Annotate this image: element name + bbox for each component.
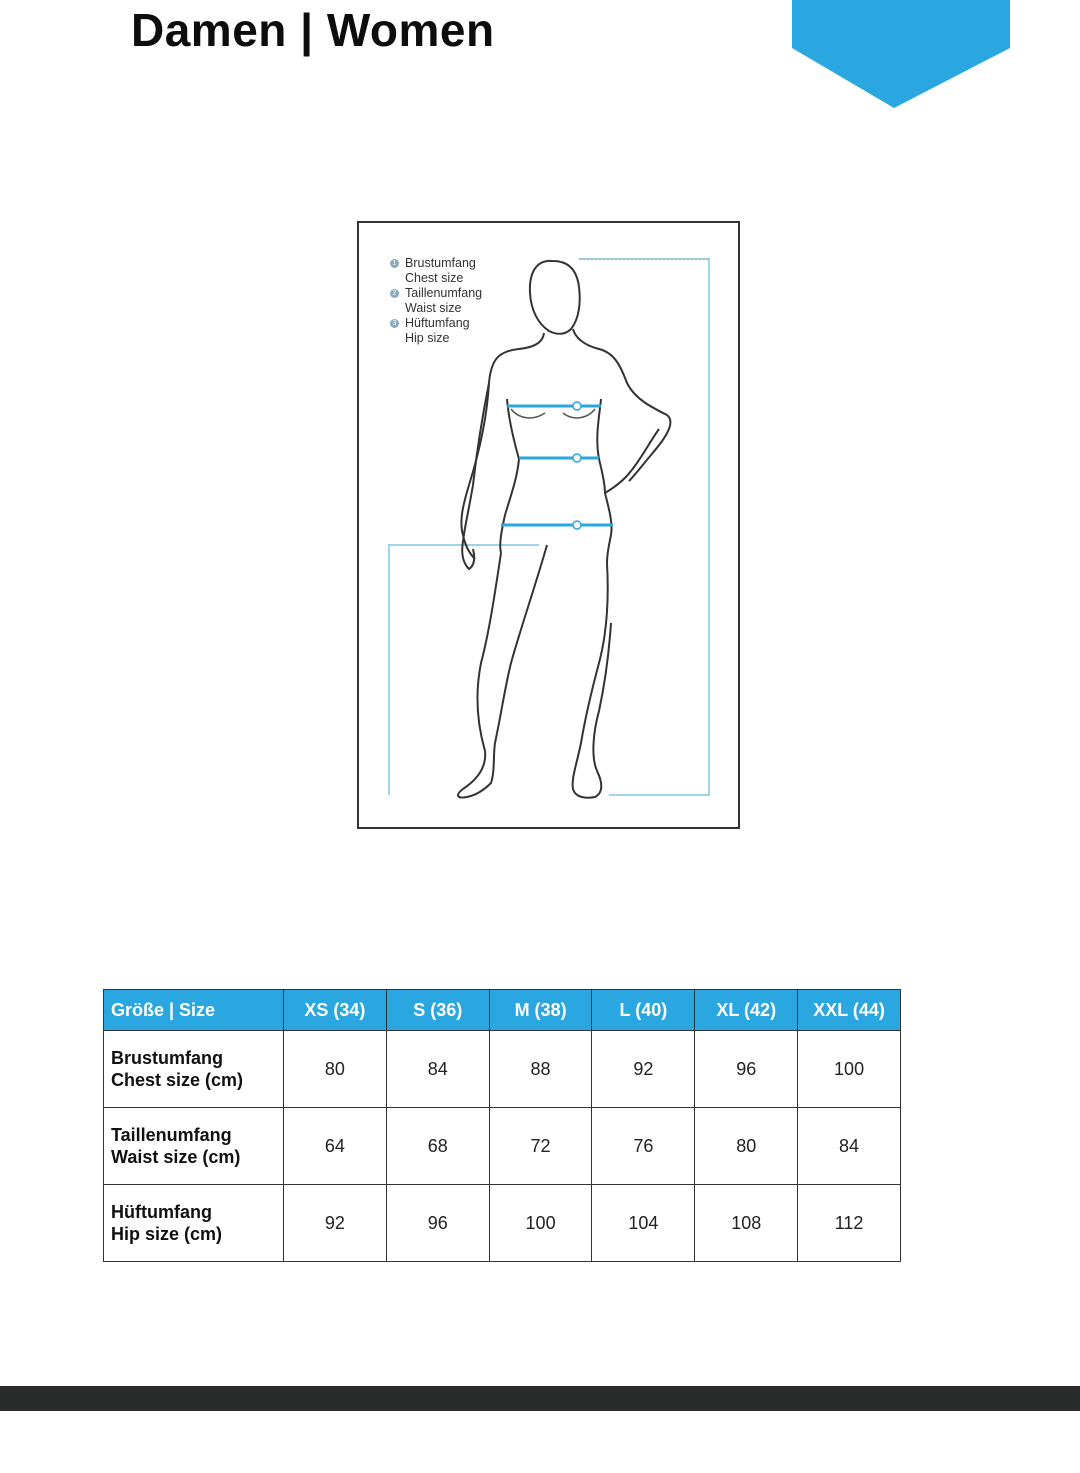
header-size-label: Größe | Size bbox=[104, 990, 284, 1031]
row-label bbox=[104, 1031, 284, 1108]
legend-label-de: Taillenumfang bbox=[405, 286, 483, 300]
header-size-xs: XS (34) bbox=[284, 990, 387, 1031]
table-row-hip bbox=[104, 1185, 901, 1262]
header-size-s: S (36) bbox=[386, 990, 489, 1031]
legend-label-en: Waist size bbox=[405, 301, 462, 315]
header-size-l: L (40) bbox=[592, 990, 695, 1031]
table-cell: 96 bbox=[695, 1031, 798, 1108]
legend-label-en: Hip size bbox=[405, 331, 450, 345]
row-label-de: Hüftumfang bbox=[111, 1202, 212, 1222]
header-size-xxl: XXL (44) bbox=[798, 990, 901, 1031]
table-cell: 108 bbox=[695, 1185, 798, 1262]
legend-item-hip bbox=[390, 316, 482, 346]
table-cell: 84 bbox=[386, 1031, 489, 1108]
table-row-chest bbox=[104, 1031, 901, 1108]
bottom-bar bbox=[0, 1386, 1080, 1411]
table-cell: 104 bbox=[592, 1185, 695, 1262]
table-cell: 100 bbox=[489, 1185, 592, 1262]
row-label-en: Waist size (cm) bbox=[111, 1147, 241, 1167]
legend-number: 3 bbox=[390, 319, 399, 328]
header-size-m: M (38) bbox=[489, 990, 592, 1031]
table-cell: 80 bbox=[695, 1108, 798, 1185]
legend-label-de: Brustumfang bbox=[405, 256, 476, 270]
table-cell: 92 bbox=[284, 1185, 387, 1262]
table-cell: 64 bbox=[284, 1108, 387, 1185]
table-cell: 100 bbox=[798, 1031, 901, 1108]
table-cell: 88 bbox=[489, 1031, 592, 1108]
table-cell: 68 bbox=[386, 1108, 489, 1185]
table-cell: 80 bbox=[284, 1031, 387, 1108]
table-header-row bbox=[104, 990, 901, 1031]
row-label-de: Taillenumfang bbox=[111, 1125, 232, 1145]
legend-label-de: Hüftumfang bbox=[405, 316, 470, 330]
table-cell: 112 bbox=[798, 1185, 901, 1262]
row-label-en: Chest size (cm) bbox=[111, 1070, 244, 1090]
table-cell: 84 bbox=[798, 1108, 901, 1185]
legend-number: 2 bbox=[390, 289, 399, 298]
corner-badge bbox=[792, 0, 1010, 110]
table-row-waist bbox=[104, 1108, 901, 1185]
table-cell: 96 bbox=[386, 1185, 489, 1262]
row-label-de: Brustumfang bbox=[111, 1048, 223, 1068]
size-table bbox=[103, 989, 901, 1262]
table-cell: 76 bbox=[592, 1108, 695, 1185]
legend-item-chest bbox=[390, 256, 482, 286]
legend-item-waist bbox=[390, 286, 482, 316]
row-label bbox=[104, 1108, 284, 1185]
page-title: Damen | Women bbox=[131, 4, 495, 56]
header-size-xl: XL (42) bbox=[695, 990, 798, 1031]
row-label-en: Hip size (cm) bbox=[111, 1224, 223, 1244]
measurement-legend bbox=[390, 256, 482, 346]
table-cell: 72 bbox=[489, 1108, 592, 1185]
legend-label-en: Chest size bbox=[405, 271, 464, 285]
measurement-figure bbox=[357, 221, 740, 829]
table-cell: 92 bbox=[592, 1031, 695, 1108]
legend-number: 1 bbox=[390, 259, 399, 268]
row-label bbox=[104, 1185, 284, 1262]
